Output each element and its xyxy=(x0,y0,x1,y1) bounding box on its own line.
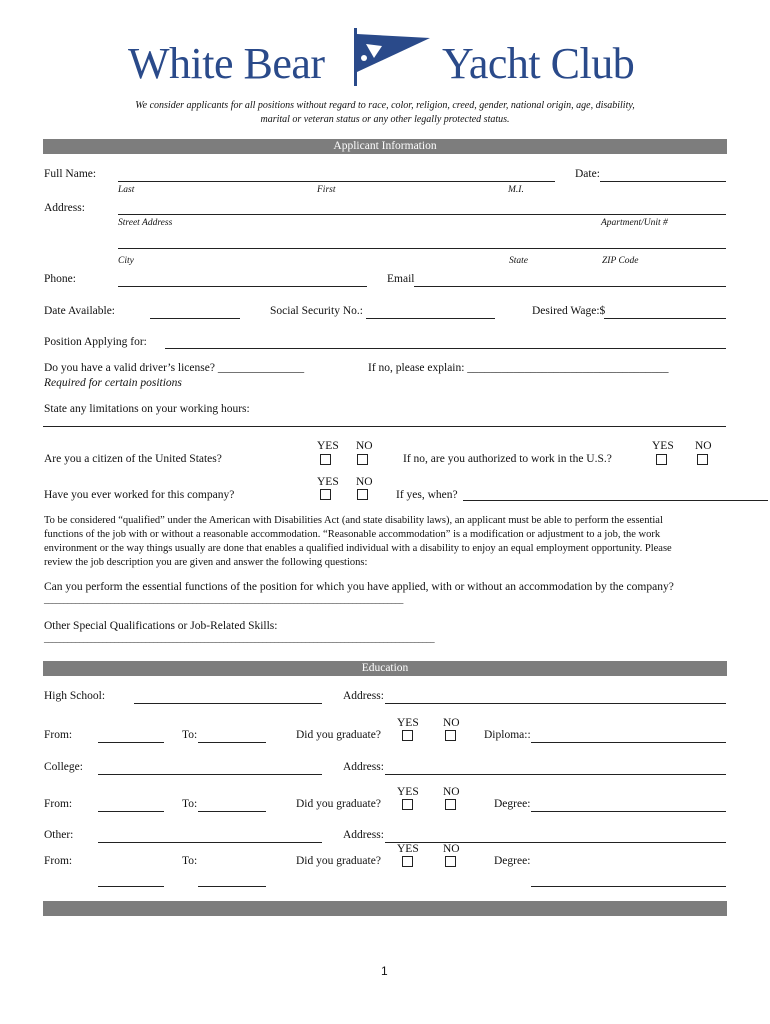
phone-label: Phone: xyxy=(44,273,76,285)
apt-caption: Apartment/Unit # xyxy=(601,218,668,228)
section-bar-education: Education xyxy=(43,661,727,676)
hs-no-checkbox[interactable] xyxy=(445,730,456,741)
high-school-field[interactable] xyxy=(134,703,322,704)
college-address-label: Address: xyxy=(343,761,384,773)
ada-paragraph-line3: environment or the way things usually are done that enables a qualified individual with a disability to enjoy an equal employment opportunity. Please xyxy=(44,543,672,554)
address-label: Address: xyxy=(44,202,85,214)
college-to-label: To: xyxy=(182,798,198,810)
authorized-yes-label: YES xyxy=(652,440,674,452)
worked-no-checkbox[interactable] xyxy=(357,489,368,500)
hs-graduate-label: Did you graduate? xyxy=(296,729,381,741)
college-field[interactable] xyxy=(98,774,322,775)
other-address-field[interactable] xyxy=(385,842,726,843)
logo-title-left: White Bear xyxy=(128,39,325,88)
street-caption: Street Address xyxy=(118,218,173,228)
desired-wage-label: Desired Wage:$ xyxy=(532,305,606,317)
college-address-field[interactable] xyxy=(385,774,726,775)
hs-from-field[interactable] xyxy=(98,742,164,743)
college-yes-label: YES xyxy=(397,786,419,798)
other-address-label: Address: xyxy=(343,829,384,841)
limitations-label: State any limitations on your working hours: xyxy=(44,403,250,415)
street-address-field[interactable] xyxy=(118,214,726,215)
diploma-label: Diploma:: xyxy=(484,729,531,741)
college-from-field[interactable] xyxy=(98,811,164,812)
full-name-label: Full Name: xyxy=(44,168,97,180)
logo-title-right: Yacht Club xyxy=(442,39,635,88)
date-label: Date: xyxy=(575,168,600,180)
full-name-field[interactable] xyxy=(118,181,555,182)
college-degree-label: Degree: xyxy=(494,798,531,810)
eeo-notice-line2: marital or veteran status or any other legally protected status. xyxy=(260,114,510,125)
college-label: College: xyxy=(44,761,83,773)
other-school-field[interactable] xyxy=(98,842,322,843)
citizen-no-label: NO xyxy=(356,440,373,452)
hs-no-label: NO xyxy=(443,717,460,729)
ada-paragraph-line4: review the job description you are given and answer the following questions: xyxy=(44,557,368,568)
other-yes-checkbox[interactable] xyxy=(402,856,413,867)
email-field[interactable] xyxy=(414,286,726,287)
ssn-field[interactable] xyxy=(366,318,495,319)
zip-caption: ZIP Code xyxy=(602,256,639,266)
citizen-yes-checkbox[interactable] xyxy=(320,454,331,465)
ssn-label: Social Security No.: xyxy=(270,305,363,317)
college-graduate-label: Did you graduate? xyxy=(296,798,381,810)
essential-functions-question: Can you perform the essential functions of the position for which you have applied, with or without an accommodation by the company? xyxy=(44,581,674,593)
page-number: 1 xyxy=(381,964,388,978)
worked-yes-label: YES xyxy=(317,476,339,488)
city-state-zip-field[interactable] xyxy=(118,248,726,249)
position-label: Position Applying for: xyxy=(44,336,147,348)
authorized-yes-checkbox[interactable] xyxy=(656,454,667,465)
mi-caption: M.I. xyxy=(508,185,524,195)
other-school-label: Other: xyxy=(44,829,74,841)
date-field[interactable] xyxy=(600,181,726,182)
required-note: Required for certain positions xyxy=(44,377,182,389)
last-caption: Last xyxy=(118,185,135,195)
other-degree-label: Degree: xyxy=(494,855,531,867)
limitations-field[interactable] xyxy=(43,426,726,427)
other-yes-label: YES xyxy=(397,843,419,855)
other-graduate-label: Did you graduate? xyxy=(296,855,381,867)
high-school-address-label: Address: xyxy=(343,690,384,702)
high-school-address-field[interactable] xyxy=(385,703,726,704)
other-skills-answer-line[interactable]: ____________________________________________________________________________________________________ xyxy=(44,634,435,644)
authorized-question: If no, are you authorized to work in the U.S.? xyxy=(403,453,612,465)
other-to-field[interactable] xyxy=(198,886,266,887)
other-from-label: From: xyxy=(44,855,73,867)
hs-to-field[interactable] xyxy=(198,742,266,743)
other-degree-field[interactable] xyxy=(531,886,726,887)
worked-no-label: NO xyxy=(356,476,373,488)
other-from-field[interactable] xyxy=(98,886,164,887)
other-no-label: NO xyxy=(443,843,460,855)
essential-functions-answer-line[interactable]: ____________________________________________________________________________________________ xyxy=(44,595,403,605)
citizen-no-checkbox[interactable] xyxy=(357,454,368,465)
date-available-field[interactable] xyxy=(150,318,240,319)
email-label: Email xyxy=(387,273,415,285)
burgee-flag-icon xyxy=(352,28,432,86)
hs-yes-checkbox[interactable] xyxy=(402,730,413,741)
citizen-yes-label: YES xyxy=(317,440,339,452)
eeo-notice-line1: We consider applicants for all positions without regard to race, color, religion, creed, gender, national origin, age, disability, xyxy=(135,100,635,111)
high-school-label: High School: xyxy=(44,690,106,702)
college-no-label: NO xyxy=(443,786,460,798)
when-label: If yes, when? xyxy=(396,489,458,501)
city-caption: City xyxy=(118,256,134,266)
worked-yes-checkbox[interactable] xyxy=(320,489,331,500)
when-field[interactable] xyxy=(463,500,768,501)
state-caption: State xyxy=(509,256,528,266)
authorized-no-label: NO xyxy=(695,440,712,452)
college-from-label: From: xyxy=(44,798,73,810)
other-skills-label: Other Special Qualifications or Job-Related Skills: xyxy=(44,620,278,632)
license-explain[interactable]: If no, please explain: ___________________________________ xyxy=(368,362,669,374)
hs-to-label: To: xyxy=(182,729,198,741)
date-available-label: Date Available: xyxy=(44,305,115,317)
authorized-no-checkbox[interactable] xyxy=(697,454,708,465)
ada-paragraph-line1: To be considered “qualified” under the American with Disabilities Act (and state disability laws), an applicant must be able to perform the essential xyxy=(44,515,663,526)
phone-field[interactable] xyxy=(118,286,367,287)
college-yes-checkbox[interactable] xyxy=(402,799,413,810)
college-no-checkbox[interactable] xyxy=(445,799,456,810)
worked-question: Have you ever worked for this company? xyxy=(44,489,235,501)
license-question[interactable]: Do you have a valid driver’s license? _______________ xyxy=(44,362,305,374)
college-to-field[interactable] xyxy=(198,811,266,812)
position-field[interactable] xyxy=(165,348,726,349)
ada-paragraph-line2: functions of the job with or without a reasonable accommodation. “Reasonable accommodation” is a modification or adjustment to a job, the work xyxy=(44,529,661,540)
desired-wage-field[interactable] xyxy=(604,318,726,319)
other-to-label: To: xyxy=(182,855,198,867)
first-caption: First xyxy=(317,185,336,195)
section-bar-bottom xyxy=(43,901,727,916)
diploma-field[interactable] xyxy=(531,742,726,743)
hs-yes-label: YES xyxy=(397,717,419,729)
citizen-question: Are you a citizen of the United States? xyxy=(44,453,222,465)
hs-from-label: From: xyxy=(44,729,73,741)
college-degree-field[interactable] xyxy=(531,811,726,812)
section-bar-applicant: Applicant Information xyxy=(43,139,727,154)
other-no-checkbox[interactable] xyxy=(445,856,456,867)
